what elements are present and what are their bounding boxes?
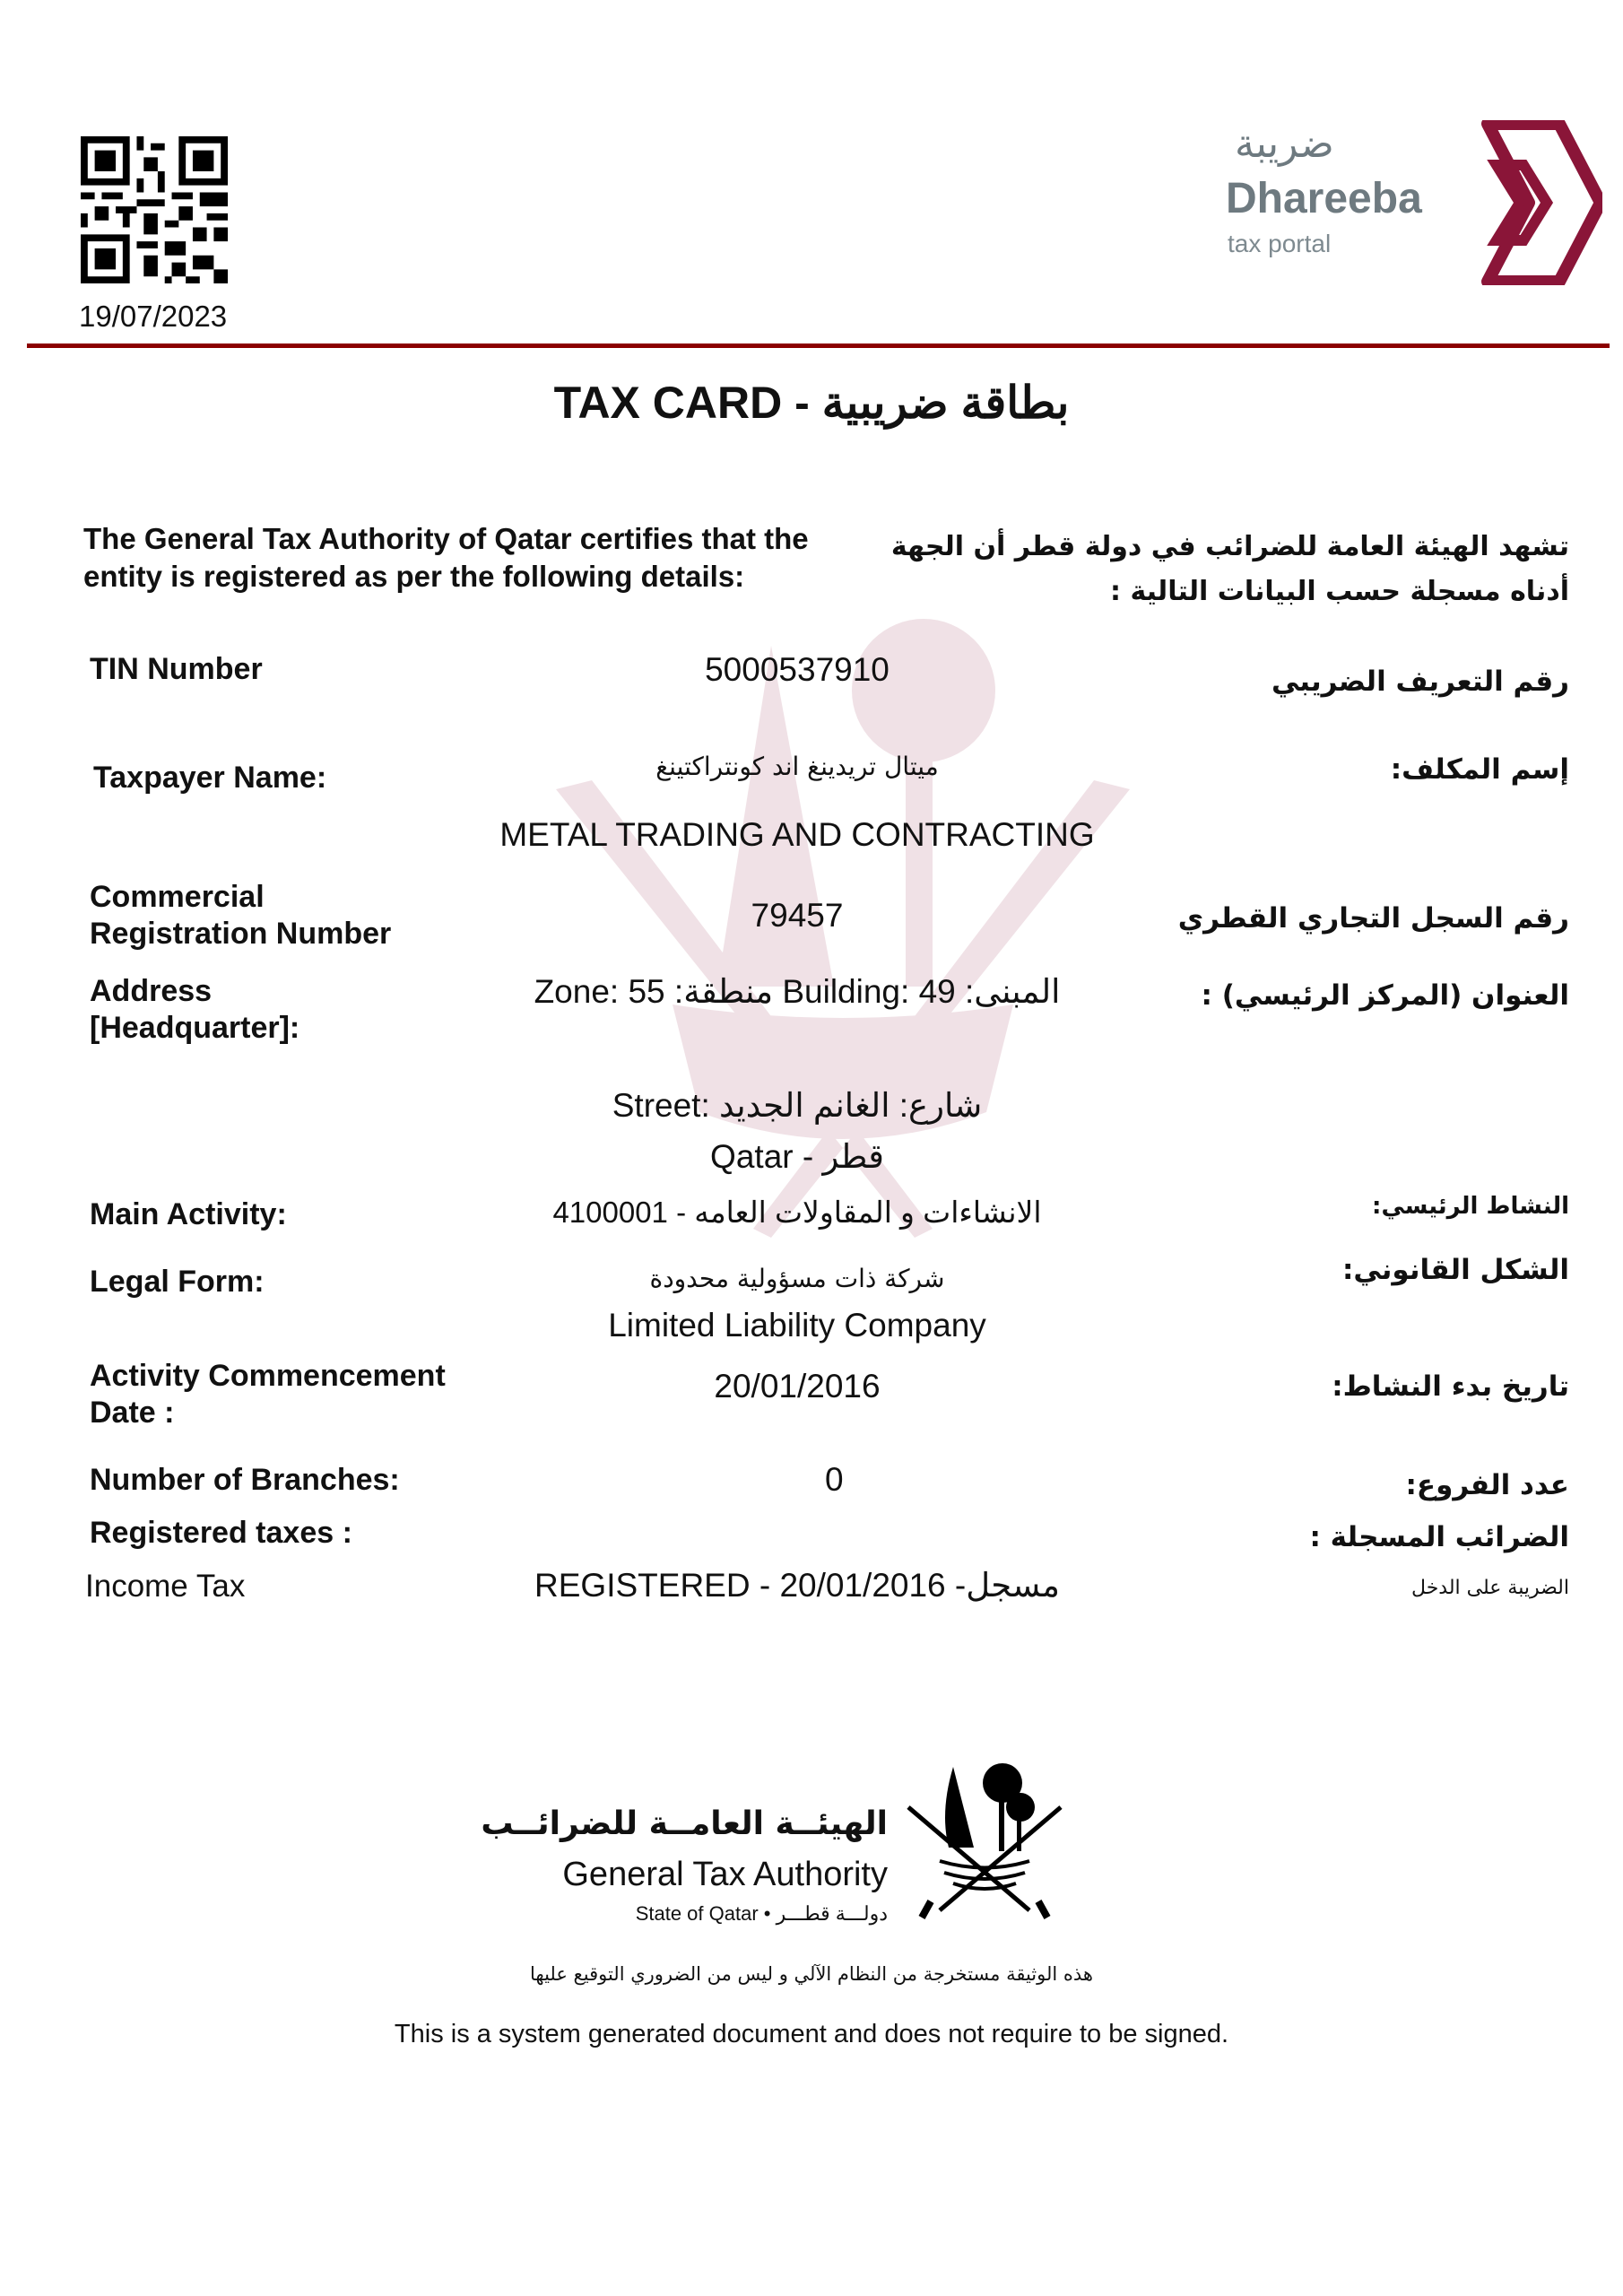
footer-note-arabic: هذه الوثيقة مستخرجة من النظام الآلي و ليس من الضروري التوقيع عليها <box>529 1963 1094 1985</box>
income-tax-label: Income Tax <box>85 1569 246 1604</box>
cr-label-ar: رقم السجل التجاري القطري <box>1177 902 1569 935</box>
address-country: Qatar - قطر <box>710 1138 884 1175</box>
address-label-line1: Address <box>90 974 213 1008</box>
commencement-label-ar: تاريخ بدء النشاط: <box>1332 1370 1569 1403</box>
qr-code <box>81 136 228 283</box>
legal-form-value-ar: شركة ذات مسؤولية محدودة <box>649 1264 945 1293</box>
gta-logo-arabic: الهيئــة العامــة للضرائــب <box>481 1805 888 1842</box>
cr-value: 79457 <box>751 897 844 934</box>
tin-label: TIN Number <box>90 652 263 686</box>
address-label-ar: العنوان (المركز الرئيسي) : <box>1201 979 1569 1012</box>
branches-label-ar: عدد الفروع: <box>1405 1469 1569 1501</box>
intro-english: The General Tax Authority of Qatar certifies that the entity is registered as per the following details: <box>83 522 809 593</box>
registered-taxes-label-ar: الضرائب المسجلة : <box>1309 1521 1569 1553</box>
taxpayer-value: METAL TRADING AND CONTRACTING <box>499 816 1095 853</box>
legal-form-label-ar: الشكل القانوني: <box>1342 1254 1569 1286</box>
activity-value: 4100001 - الانشاءات و المقاولات العامه <box>552 1196 1042 1229</box>
dhareeba-logo <box>1226 117 1602 287</box>
dhareeba-chevron-icon <box>1461 120 1602 285</box>
address-label-line2: [Headquarter]: <box>90 1011 300 1045</box>
dhareeba-arabic: ضريبة <box>1235 121 1334 167</box>
cr-label-line2: Registration Number <box>90 917 392 951</box>
gta-logo-state: State of Qatar • دولـــة قطـــر <box>635 1902 888 1925</box>
taxpayer-label-ar: إسم المكلف: <box>1390 753 1569 786</box>
dhareeba-name: Dhareeba <box>1226 175 1422 222</box>
qatar-emblem-icon <box>904 1758 1065 1919</box>
gta-logo-english: General Tax Authority <box>562 1856 888 1893</box>
address-street: Street: شارع: الغانم الجديد <box>612 1087 983 1124</box>
registered-taxes-label: Registered taxes : <box>90 1516 352 1550</box>
intro-arabic: تشهد الهيئة العامة للضرائب في دولة قطر أن الجهة أدناه مسجلة حسب البيانات التالية : <box>890 531 1569 607</box>
page-title: TAX CARD - بطاقة ضريبية <box>553 378 1070 428</box>
branches-value: 0 <box>825 1461 844 1498</box>
income-tax-value: REGISTERED - 20/01/2016 -مسجل <box>534 1567 1060 1604</box>
activity-label: Main Activity: <box>90 1197 287 1231</box>
legal-form-value: Limited Liability Company <box>608 1307 986 1344</box>
taxpayer-value-ar: ميتال تريدينغ اند كونتراكتينغ <box>655 752 939 781</box>
commencement-label-line1: Activity Commencement <box>90 1359 446 1393</box>
activity-label-ar: النشاط الرئيسي: <box>1372 1193 1569 1220</box>
address-zone-building: Zone: 55 :منطقة Building: 49 :المبنى <box>534 973 1061 1010</box>
gta-logo <box>481 1758 1076 1937</box>
taxpayer-label: Taxpayer Name: <box>93 761 327 795</box>
branches-label: Number of Branches: <box>90 1463 400 1497</box>
dhareeba-tagline: tax portal <box>1228 230 1332 257</box>
footer-note-english: This is a system generated document and does not require to be signed. <box>394 2020 1229 2048</box>
print-date: 19/07/2023 <box>79 300 228 333</box>
income-tax-label-ar: الضريبة على الدخل <box>1411 1577 1569 1599</box>
commencement-value: 20/01/2016 <box>714 1368 881 1405</box>
cr-label-line1: Commercial <box>90 880 265 914</box>
tin-value: 5000537910 <box>705 651 890 688</box>
header-divider <box>27 344 1610 348</box>
commencement-label-line2: Date : <box>90 1396 175 1430</box>
tin-label-ar: رقم التعريف الضريبي <box>1271 665 1569 698</box>
legal-form-label: Legal Form: <box>90 1265 265 1299</box>
